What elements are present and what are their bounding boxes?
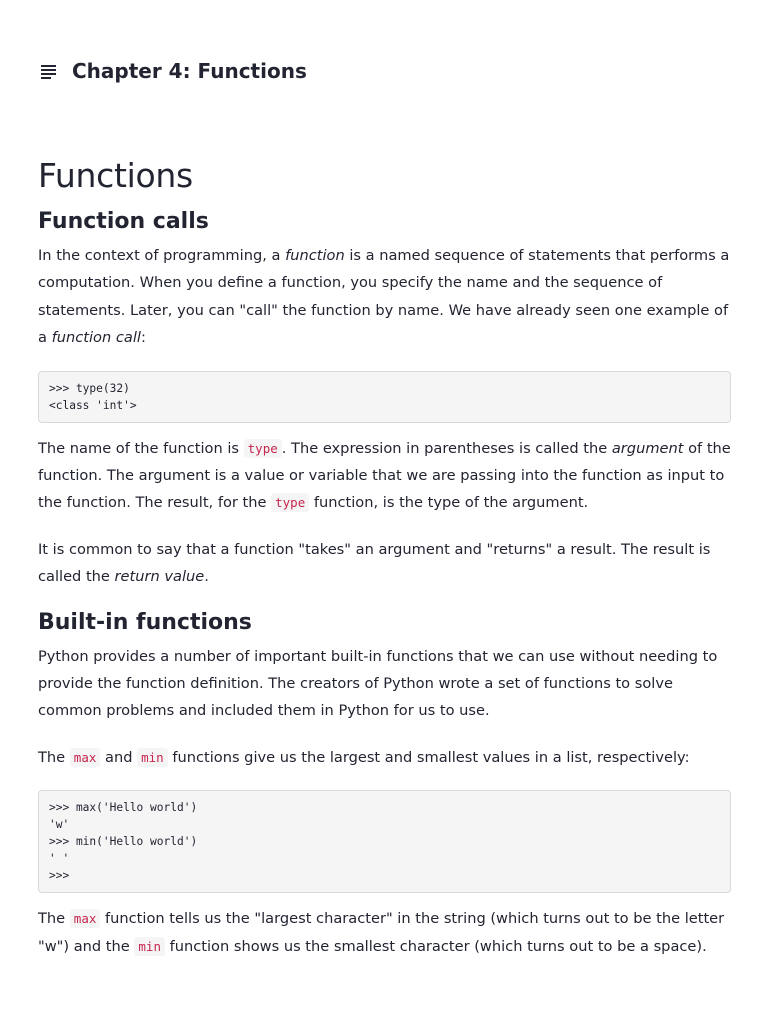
code-block-max-min: >>> max('Hello world') 'w' >>> min('Hello world') ' ' >>> bbox=[38, 790, 731, 893]
paragraph-built-in-intro: Python provides a number of important built-in functions that we can use without needing to provide the function definition. The creators of Python wrote a set of functions to solve common problems and included them in Python for us to use. bbox=[38, 647, 718, 720]
paragraph-function-definition: In the context of programming, a function is a named sequence of statements that performs a computation. When you define a function, you specify the name and the sequence of statements. Later, you can "call" the function by name. We have already seen one example of a function call: bbox=[38, 247, 730, 347]
paragraph-return-value: It is common to say that a function "takes" an argument and "returns" a result. The result is called the return value. bbox=[38, 540, 711, 586]
section-heading-function-calls: Function calls bbox=[38, 209, 209, 234]
menu-icon[interactable] bbox=[38, 63, 58, 79]
section-heading-built-in-functions: Built-in functions bbox=[38, 609, 252, 635]
paragraph-argument: The name of the function is type . The expression in parentheses is called the argument of the function. The argument is a value or variable that we are passing into the function as input to the function. The result, for the type function, is the type of the argument. bbox=[38, 439, 731, 512]
paragraph-max-min-explained: The max function tells us the "largest character" in the string (which turns out to be the letter "w") and the min function shows us the smallest character (which turns out to be a space). bbox=[38, 910, 725, 955]
chapter-title: Chapter 4: Functions bbox=[72, 59, 307, 83]
inline-code-max: max bbox=[70, 748, 101, 767]
top-bar bbox=[38, 56, 307, 86]
main-content bbox=[38, 150, 731, 979]
inline-code-min: min bbox=[137, 748, 168, 767]
inline-code-min: min bbox=[134, 937, 165, 956]
page-title: Functions bbox=[38, 156, 193, 195]
inline-code-max: max bbox=[70, 909, 101, 928]
code-block-type: >>> type(32) <class 'int'> bbox=[38, 371, 731, 423]
paragraph-max-min: The max and min functions give us the largest and smallest values in a list, respectively: bbox=[38, 748, 690, 766]
inline-code-type: type bbox=[271, 493, 309, 512]
inline-code-type: type bbox=[244, 439, 282, 458]
